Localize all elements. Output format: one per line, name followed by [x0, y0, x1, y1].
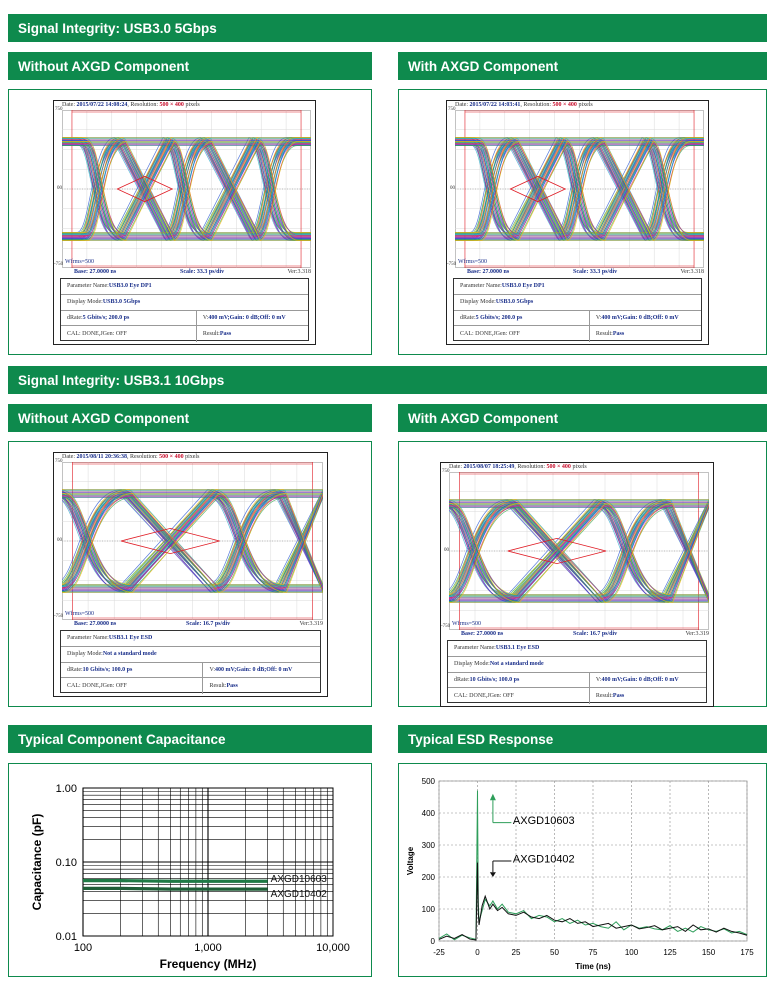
- voltage-label: V:: [209, 666, 215, 673]
- info-row: [454, 326, 701, 342]
- x-tick-label: 10,000: [316, 942, 350, 954]
- resolution-label: , Resolution:: [520, 102, 553, 108]
- capture-date: 2015/07/22 14:03:41: [469, 102, 521, 108]
- y-max-label: 750: [55, 107, 63, 112]
- esd-header: [398, 725, 767, 753]
- eye-plot: [449, 472, 709, 630]
- info-row: [448, 673, 706, 689]
- param-value: USB3.0 Eye DP1: [108, 283, 152, 290]
- resolution-unit: pixels: [183, 102, 200, 108]
- cal-cell: [448, 688, 590, 704]
- x-tick-label: 75: [588, 948, 598, 957]
- version-label: Ver:3.319: [299, 621, 323, 627]
- cal-cell: [61, 678, 203, 694]
- result-label: Result:: [595, 693, 613, 700]
- y-tick-label: 500: [421, 777, 435, 786]
- version-label: Ver:3.318: [287, 269, 311, 275]
- drate-value: 10 Gbits/s; 100.0 ps: [469, 676, 520, 683]
- y-axis-label: Capacitance (pF): [30, 813, 44, 911]
- param-cell: [61, 279, 308, 294]
- param-cell: [454, 279, 701, 294]
- version-label: Ver:3.319: [685, 631, 709, 637]
- x-tick-label: 0: [475, 948, 480, 957]
- param-label: Parameter Name:: [67, 283, 109, 290]
- date-label: Date:: [62, 102, 77, 108]
- mode-cell: [61, 647, 320, 662]
- voltage-label: V:: [202, 314, 209, 321]
- x-tick-label: 175: [740, 948, 754, 957]
- cal-value: CAL: DONE,JGen: OFF: [67, 683, 127, 690]
- cal-value: CAL: DONE,JGen: OFF: [460, 331, 520, 338]
- resolution-value: 500 × 400: [552, 102, 577, 108]
- voltage-cell: [590, 673, 706, 688]
- capture-date: 2015/07/22 14:08:24: [76, 102, 128, 108]
- info-row: [61, 678, 320, 694]
- result-value: Pass: [612, 331, 625, 338]
- cal-cell: [61, 326, 197, 342]
- voltage-value: 400 mV;Gain: 0 dB;Off: 0 mV: [208, 314, 286, 321]
- resolution-label: , Resolution:: [127, 454, 160, 460]
- x-tick-label: 25: [511, 948, 521, 957]
- info-row: [61, 326, 308, 342]
- drate-cell: [448, 673, 590, 688]
- info-row: [61, 647, 320, 663]
- wfrms-label: Wfrms=500: [65, 259, 95, 265]
- usb30-section-header: [8, 14, 767, 42]
- measurement-info-table: [453, 278, 702, 341]
- x-tick-label: 100: [73, 942, 93, 954]
- voltage-cell: [197, 311, 308, 326]
- y-mid-label: 00: [57, 186, 62, 191]
- y-tick-label: 100: [421, 905, 435, 914]
- resolution-value: 500 × 400: [546, 464, 571, 470]
- y-mid-label: 00: [444, 548, 449, 553]
- drate-label: dRate:: [454, 676, 470, 683]
- capture-date: 2015/08/11 20:36:38: [76, 454, 127, 460]
- drate-cell: [454, 311, 590, 326]
- scale-label: Scale: 16.7 ps/div: [573, 631, 618, 637]
- usb31-with-header: [398, 404, 767, 432]
- mode-cell: [61, 295, 308, 310]
- cal-value: CAL: DONE,JGen: OFF: [67, 331, 127, 338]
- y-tick-label: 300: [421, 841, 435, 850]
- resolution-unit: pixels: [183, 454, 200, 460]
- version-label: Ver:3.318: [680, 269, 704, 275]
- resolution-unit: pixels: [570, 464, 587, 470]
- drate-label: dRate:: [67, 314, 83, 321]
- scope-header: [62, 102, 200, 108]
- voltage-label: V:: [595, 314, 602, 321]
- measurement-info-table: [447, 640, 707, 703]
- base-label: Base: 27.0000 ns: [74, 621, 117, 627]
- y-mid-label: 00: [450, 186, 455, 191]
- result-cell: [203, 678, 320, 694]
- resolution-label: , Resolution:: [514, 464, 547, 470]
- base-label: Base: 27.0000 ns: [461, 631, 504, 637]
- param-label: Parameter Name:: [67, 635, 109, 642]
- y-min-label: -750: [441, 624, 451, 629]
- date-label: Date:: [455, 102, 470, 108]
- with-axgd-title: With AXGD Component: [408, 58, 559, 74]
- x-tick-label: 50: [550, 948, 559, 957]
- param-cell: [448, 641, 706, 656]
- info-row: [448, 641, 706, 657]
- drate-cell: [61, 311, 197, 326]
- drate-label: dRate:: [460, 314, 476, 321]
- voltage-value: 400 mV;Gain: 0 dB;Off: 0 mV: [215, 666, 293, 673]
- series-label: AXGD10402: [270, 889, 327, 901]
- y-tick-label: 200: [421, 873, 435, 882]
- resolution-unit: pixels: [576, 102, 593, 108]
- info-row: [454, 279, 701, 295]
- annotation-axgd10603: AXGD10603: [512, 815, 575, 828]
- param-label: Parameter Name:: [454, 645, 496, 652]
- wfrms-label: Wfrms=500: [65, 611, 95, 617]
- eye-diagram-scope: [53, 452, 328, 697]
- scope-header: [62, 454, 199, 460]
- annotation-axgd10402: AXGD10402: [512, 853, 575, 866]
- esd-response-chart: [403, 768, 763, 974]
- mode-label: Display Mode:: [67, 651, 103, 658]
- base-label: Base: 27.0000 ns: [467, 269, 510, 275]
- result-value: Pass: [612, 693, 625, 700]
- drate-value: 5 Gbits/s; 200.0 ps: [475, 314, 523, 321]
- y-max-label: 750: [55, 459, 63, 464]
- usb30-section-title: Signal Integrity: USB3.0 5Gbps: [18, 20, 217, 36]
- drate-cell: [61, 663, 203, 678]
- resolution-label: , Resolution:: [127, 102, 160, 108]
- drate-label: dRate:: [67, 666, 83, 673]
- resolution-value: 500 × 400: [159, 102, 184, 108]
- info-row: [448, 657, 706, 673]
- wfrms-label: Wfrms=500: [458, 259, 488, 265]
- y-tick-label: 0.10: [55, 857, 77, 869]
- info-row: [61, 631, 320, 647]
- result-label: Result:: [209, 683, 227, 690]
- info-row: [448, 688, 706, 704]
- param-value: USB3.1 Eye ESD: [495, 645, 540, 652]
- scope-header: [449, 464, 587, 470]
- y-max-label: 750: [448, 107, 456, 112]
- param-value: USB3.0 Eye DP1: [501, 283, 545, 290]
- x-axis-label: Frequency (MHz): [159, 957, 257, 971]
- resolution-value: 500 × 400: [159, 454, 184, 460]
- mode-value: USB3.0 5Gbps: [495, 299, 534, 306]
- date-label: Date:: [449, 464, 464, 470]
- base-label: Base: 27.0000 ns: [74, 269, 117, 275]
- mode-value: Not a standard mode: [102, 651, 157, 658]
- mode-value: USB3.0 5Gbps: [102, 299, 141, 306]
- usb30-without-header: [8, 52, 372, 80]
- param-value: USB3.1 Eye ESD: [108, 635, 153, 642]
- date-label: Date:: [62, 454, 77, 460]
- result-label: Result:: [202, 331, 220, 338]
- usb30-with-header: [398, 52, 767, 80]
- info-row: [61, 663, 320, 679]
- wfrms-label: Wfrms=500: [452, 621, 482, 627]
- measurement-info-table: [60, 630, 321, 693]
- x-tick-label: 100: [624, 948, 639, 957]
- eye-plot: [62, 110, 311, 268]
- result-cell: [590, 688, 706, 704]
- mode-cell: [454, 295, 701, 310]
- eye-diagram-scope: [53, 100, 316, 345]
- scale-label: Scale: 33.3 ps/div: [573, 269, 618, 275]
- info-row: [454, 311, 701, 327]
- usb31-without-header: [8, 404, 372, 432]
- mode-value: Not a standard mode: [489, 661, 544, 668]
- x-axis-label: Time (ns): [575, 962, 611, 971]
- result-cell: [590, 326, 701, 342]
- x-tick-label: 150: [701, 948, 716, 957]
- usb31-section-title: Signal Integrity: USB3.1 10Gbps: [18, 372, 225, 388]
- measurement-info-table: [60, 278, 309, 341]
- info-row: [454, 295, 701, 311]
- result-label: Result:: [595, 331, 613, 338]
- voltage-cell: [590, 311, 701, 326]
- eye-plot: [62, 462, 323, 620]
- drate-value: 5 Gbits/s; 200.0 ps: [82, 314, 130, 321]
- y-axis-label: Voltage: [406, 846, 415, 876]
- y-mid-label: 00: [57, 538, 62, 543]
- voltage-value: 400 mV;Gain: 0 dB;Off: 0 mV: [601, 676, 679, 683]
- voltage-value: 400 mV;Gain: 0 dB;Off: 0 mV: [601, 314, 679, 321]
- cal-cell: [454, 326, 590, 342]
- scope-header: [455, 102, 593, 108]
- scale-label: Scale: 16.7 ps/div: [186, 621, 231, 627]
- y-max-label: 750: [442, 469, 450, 474]
- mode-cell: [448, 657, 706, 672]
- scale-label: Scale: 33.3 ps/div: [180, 269, 225, 275]
- series-label: AXGD10603: [270, 874, 327, 886]
- capacitance-chart: [14, 768, 366, 974]
- x-tick-label: 1,000: [194, 942, 222, 954]
- without-axgd-title: Without AXGD Component: [18, 58, 190, 74]
- x-tick-label: 125: [663, 948, 677, 957]
- capture-date: 2015/08/07 18:25:49: [463, 464, 515, 470]
- y-min-label: -750: [447, 262, 457, 267]
- with-axgd-title: With AXGD Component: [408, 410, 559, 426]
- y-tick-label: 1.00: [55, 783, 77, 795]
- drate-value: 10 Gbits/s; 100.0 ps: [82, 666, 133, 673]
- voltage-cell: [203, 663, 320, 678]
- result-value: Pass: [226, 683, 238, 690]
- info-row: [61, 311, 308, 327]
- result-cell: [197, 326, 308, 342]
- mode-label: Display Mode:: [460, 299, 496, 306]
- capacitance-title: Typical Component Capacitance: [18, 731, 226, 747]
- capacitance-header: [8, 725, 372, 753]
- param-label: Parameter Name:: [460, 283, 502, 290]
- y-min-label: -750: [54, 614, 64, 619]
- y-tick-label: 0: [430, 937, 435, 946]
- voltage-label: V:: [595, 676, 602, 683]
- usb31-section-header: [8, 366, 767, 394]
- info-row: [61, 295, 308, 311]
- param-cell: [61, 631, 320, 646]
- eye-diagram-scope: [440, 462, 714, 707]
- esd-title: Typical ESD Response: [408, 731, 554, 747]
- capacitance-series-line: [83, 888, 268, 889]
- y-tick-label: 400: [421, 809, 435, 818]
- y-min-label: -750: [54, 262, 64, 267]
- without-axgd-title: Without AXGD Component: [18, 410, 190, 426]
- x-tick-label: -25: [433, 948, 445, 957]
- cal-value: CAL: DONE,JGen: OFF: [454, 693, 514, 700]
- eye-plot: [455, 110, 704, 268]
- capacitance-series-line: [83, 881, 268, 882]
- info-row: [61, 279, 308, 295]
- eye-diagram-scope: [446, 100, 709, 345]
- mode-label: Display Mode:: [67, 299, 103, 306]
- mode-label: Display Mode:: [454, 661, 490, 668]
- result-value: Pass: [219, 331, 232, 338]
- y-tick-label: 0.01: [55, 931, 77, 943]
